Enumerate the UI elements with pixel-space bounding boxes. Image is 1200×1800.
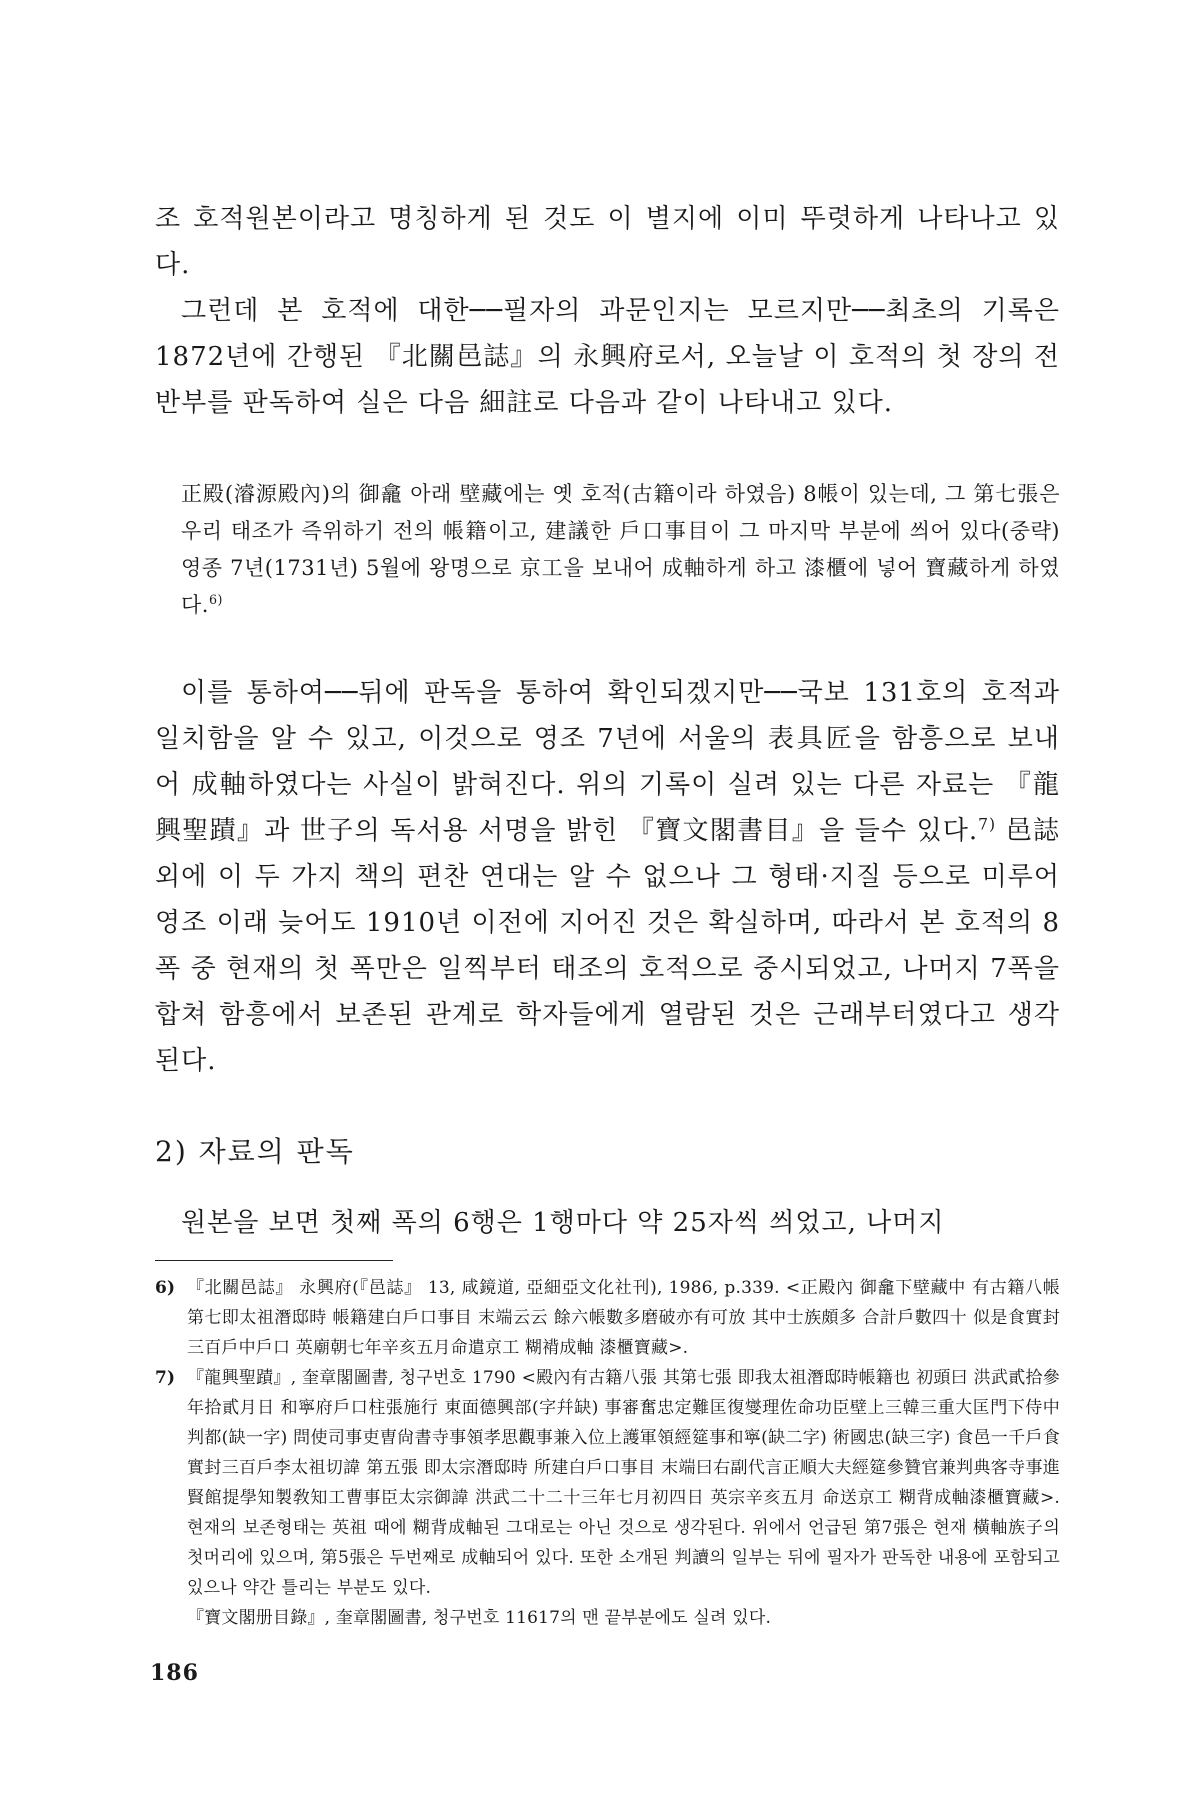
- footnote-7-continuation: 『寶文閣册目錄』, 奎章閣圖書, 청구번호 11617의 맨 끝부분에도 실려 있다.: [187, 1608, 772, 1628]
- paragraph-4: 원본을 보면 첫째 폭의 6행은 1행마다 약 25자씩 씌었고, 나머지: [181, 1208, 945, 1238]
- block-quote: [155, 476, 1060, 624]
- footnote-ref-7[interactable]: 7): [978, 815, 997, 834]
- footnote-number: 6): [155, 1278, 176, 1298]
- block-quote-text: 正殿(濬源殿內)의 御龕 아래 壁藏에는 옛 호적(古籍이라 하였음) 8帳이 있는데, 그 第七張은 우리 태조가 즉위하기 전의 帳籍이고, 建議한 戶口事目이 그 마지막 부분에 씌어 있다(중략) 영종 7년(1731년) 5월에 왕명으로 京工을 보내어 成軸하게 하고 漆櫃에 넣어 寶藏하게 하였다.: [181, 482, 1060, 617]
- footnotes: [155, 1273, 1060, 1633]
- paragraph-3-part-b: 邑誌 외에 이 두 가지 책의 편찬 연대는 알 수 없으나 그 형태·지질 등으로 미루어 영조 이래 늦어도 1910년 이전에 지어진 것은 확실하며, 따라서 본 호적의 8폭 중 현재의 첫 폭만은 일찍부터 태조의 호적으로 중시되었고, 나머지 7폭을 합쳐 함흥에서 보존된 관계로 학자들에게 열람된 것은 근래부터였다고 생각된다.: [155, 816, 1060, 1076]
- footnote-6: [155, 1273, 1060, 1363]
- footnote-number: 7): [155, 1368, 176, 1388]
- footnote-text: 『北關邑誌』 永興府(『邑誌』 13, 咸鏡道, 亞細亞文化社刊), 1986, p.339. <正殿內 御龕下壁藏中 有古籍八帳 第七即太祖潛邸時 帳籍建白戶口事目 末端云云 餘六帳數多磨破亦有可放 其中士族頗多 合計戶數四十 似是食實封三百戶中戶口 英廟朝七年辛亥五月命遣京工 糊褙成軸 漆櫃寶藏>.: [187, 1278, 1060, 1358]
- paragraph-2: 그런데 본 호적에 대한──필자의 과문인지는 모르지만──최초의 기록은 1872년에 간행된 『北關邑誌』의 永興府로서, 오늘날 이 호적의 첫 장의 전반부를 판독하여 실은 다음 細註로 다음과 같이 나타내고 있다.: [155, 296, 1060, 418]
- paragraph-3: [155, 670, 1060, 1084]
- page-body: [155, 196, 1060, 1633]
- footnote-7: [155, 1363, 1060, 1603]
- section-heading: 2) 자료의 판독: [155, 1135, 355, 1168]
- page-number: 186: [150, 1660, 199, 1686]
- paragraph-3-part-a: 이를 통하여──뒤에 판독을 통하여 확인되겠지만──국보 131호의 호적과 일치함을 알 수 있고, 이것으로 영조 7년에 서울의 表具匠을 함흥으로 보내어 成軸하였다는 사실이 밝혀진다. 위의 기록이 실려 있는 다른 자료는 『龍興聖蹟』과 世子의 독서용 서명을 밝힌 『寶文閣書目』을 들수 있다.: [155, 678, 1060, 846]
- paragraph-1: 조 호적원본이라고 명칭하게 된 것도 이 별지에 이미 뚜렷하게 나타나고 있다.: [155, 204, 1060, 280]
- footnote-divider: [155, 1260, 393, 1261]
- footnote-text: 『龍興聖蹟』, 奎章閣圖書, 청구번호 1790 <殿內有古籍八張 其第七張 即我太祖潛邸時帳籍也 初頭曰 洪武貳拾參年拾貳月日 和寧府戶口柱張施行 東面德興部(字幷缺) 事審奮忠定難匡復燮理佐命功臣壁上三韓三重大匡門下侍中判都(缺一字) 問使司事吏曺尙書寺事領孝思觀事兼入位上護軍領經筵事和寧(缺二字) 術國忠(缺三字) 食邑一千戶食實封三百戶李太祖切諱 第五張 即太宗潛邸時 所建白戶口事目 末端曰右副代言正順大夫經筵參贊官兼判典客寺事進賢館提學知製敎知工曹事臣太宗御諱 洪武二十二十三年七月初四日 英宗辛亥五月 命送京工 糊背成軸漆櫃寶藏>. 현재의 보존형태는 英祖 때에 糊背成軸된 그대로는 아닌 것으로 생각된다. 위에서 언급된 第7張은 현재 橫軸族子의 첫머리에 있으며, 第5張은 두번째로 成軸되어 있다. 또한 소개된 判讀의 일부는 뒤에 필자가 판독한 내용에 포함되고 있으나 약간 틀리는 부분도 있다.: [187, 1368, 1060, 1598]
- footnote-ref-6[interactable]: 6): [208, 592, 223, 607]
